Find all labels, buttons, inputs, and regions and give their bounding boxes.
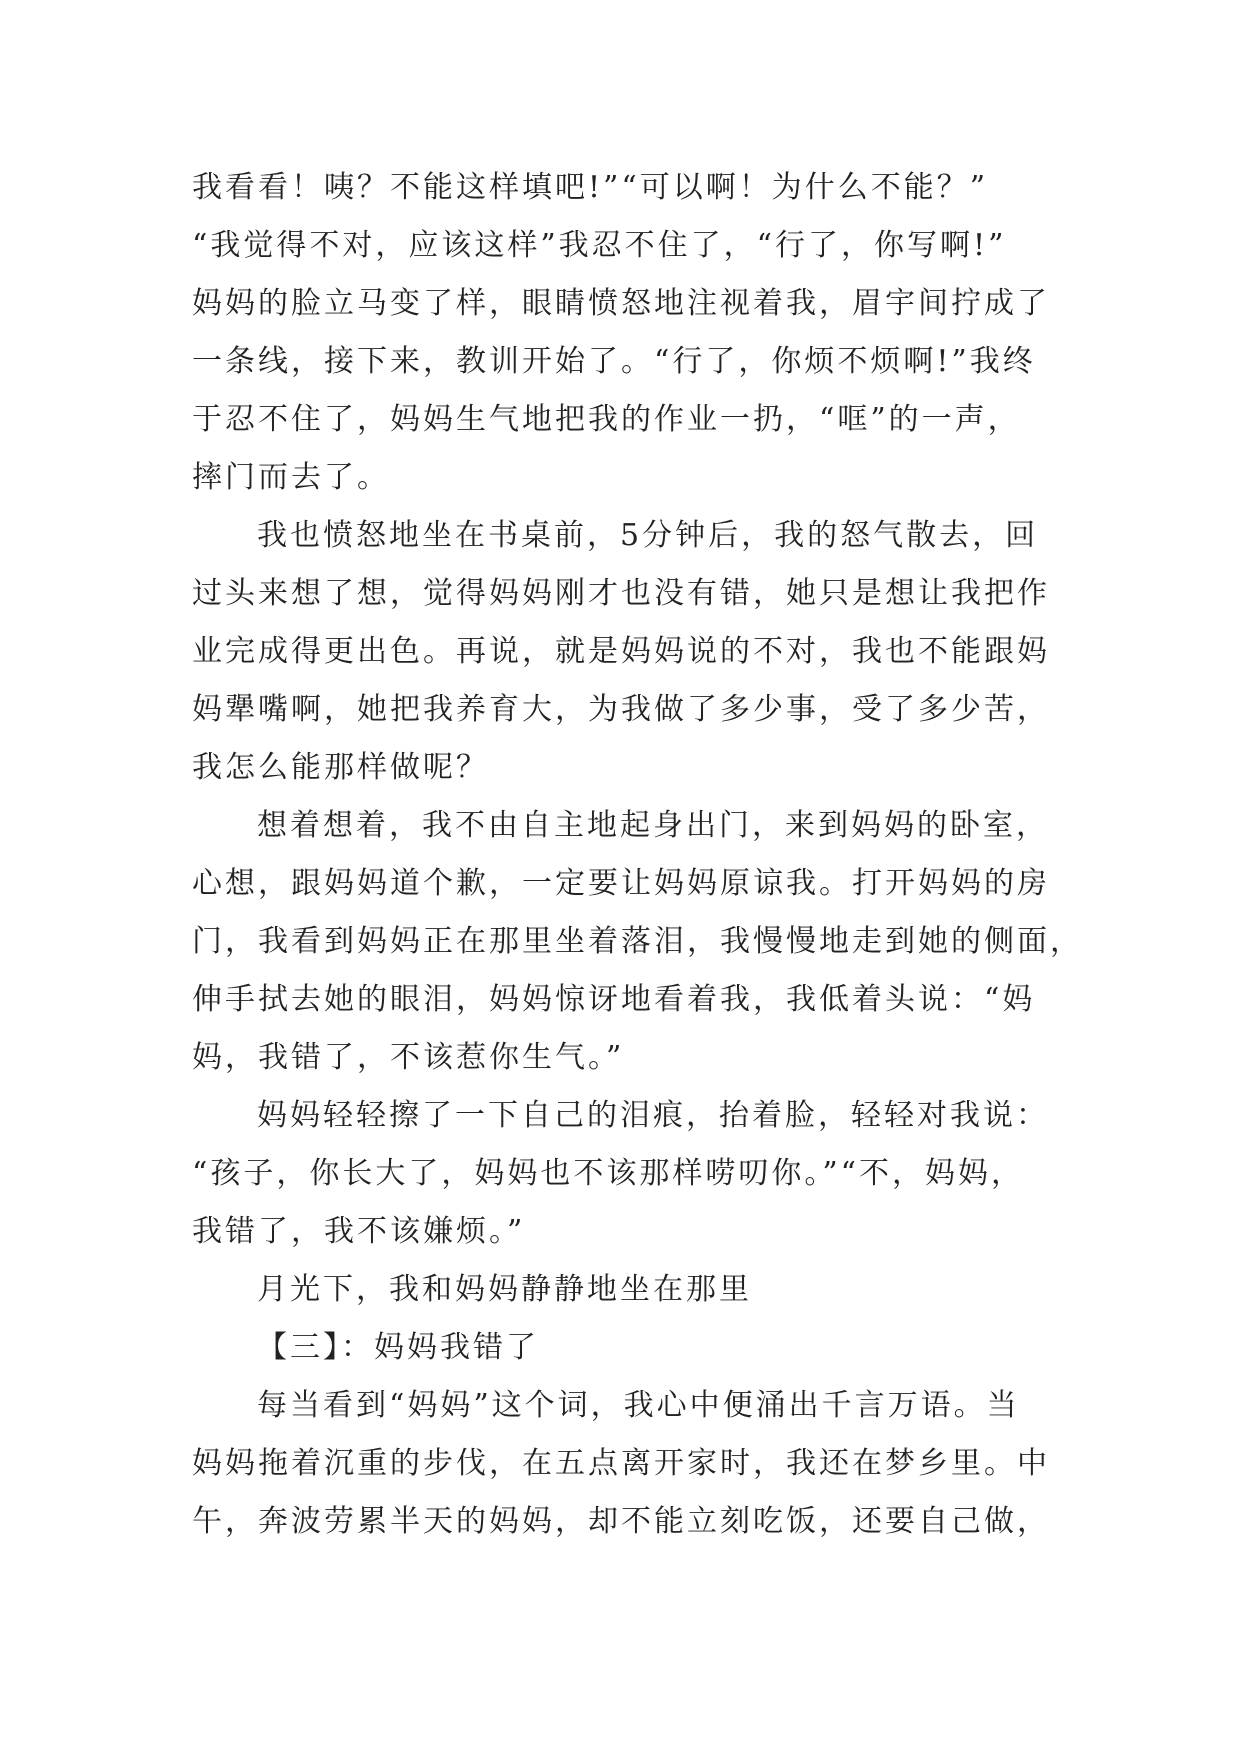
text-line: “孩子，你长大了，妈妈也不该那样唠叨你。”“不，妈妈， — [192, 1156, 1025, 1191]
text-line: 午，奔波劳累半天的妈妈，却不能立刻吃饭，还要自己做， — [192, 1504, 1050, 1539]
text-line: 于忍不住了，妈妈生气地把我的作业一扔，“哐”的一声， — [192, 402, 1021, 437]
text-line: 过头来想了想，觉得妈妈刚才也没有错，她只是想让我把作 — [192, 576, 1050, 611]
text-line: 门，我看到妈妈正在那里坐着落泪，我慢慢地走到她的侧面， — [192, 924, 1083, 959]
text-line: 我错了，我不该嫌烦。” — [192, 1214, 526, 1249]
text-line: 我怎么能那样做呢？ — [192, 750, 489, 785]
text-line: 一条线，接下来，教训开始了。“行了，你烦不烦啊!”我终 — [192, 344, 1036, 379]
text-line: 业完成得更出色。再说，就是妈妈说的不对，我也不能跟妈 — [192, 634, 1050, 669]
text-line: 心想，跟妈妈道个歉，一定要让妈妈原谅我。打开妈妈的房 — [192, 866, 1050, 901]
paragraph-first-line: 妈妈轻轻擦了一下自己的泪痕，抬着脸，轻轻对我说： — [257, 1098, 1049, 1133]
text-line: 我看看！咦？不能这样填吧!”“可以啊！为什么不能？” — [192, 170, 989, 205]
text-line: 妈妈的脸立马变了样，眼睛愤怒地注视着我，眉宇间拧成了 — [192, 286, 1050, 321]
text-line: 摔门而去了。 — [192, 460, 390, 495]
paragraph-first-line: 月光下，我和妈妈静静地坐在那里 — [257, 1272, 752, 1307]
text-line: 伸手拭去她的眼泪，妈妈惊讶地看着我，我低着头说：“妈 — [192, 982, 1036, 1017]
paragraph-first-line: 每当看到“妈妈”这个词，我心中便涌出千言万语。当 — [257, 1388, 1020, 1423]
text-line: 妈犟嘴啊，她把我养育大，为我做了多少事，受了多少苦， — [192, 692, 1050, 727]
paragraph-first-line: 想着想着，我不由自主地起身出门，来到妈妈的卧室， — [257, 808, 1049, 843]
text-line: 妈妈拖着沉重的步伐，在五点离开家时，我还在梦乡里。中 — [192, 1446, 1050, 1481]
text-line: 妈，我错了，不该惹你生气。” — [192, 1040, 625, 1075]
paragraph-first-line: 我也愤怒地坐在书桌前，5分钟后，我的怒气散去，回 — [257, 518, 1039, 553]
section-heading: 【三】：妈妈我错了 — [257, 1330, 539, 1365]
text-line: “我觉得不对，应该这样”我忍不住了，“行了，你写啊!” — [192, 228, 1007, 263]
